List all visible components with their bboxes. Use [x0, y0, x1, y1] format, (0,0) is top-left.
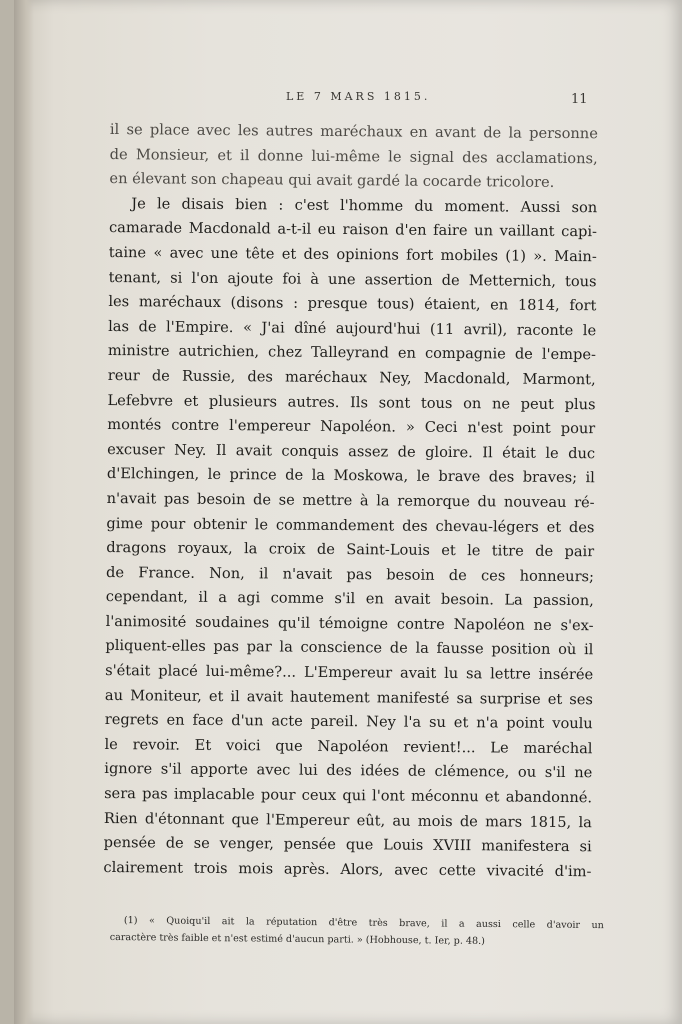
text-line: de France. Non, il n'avait pas besoin de ces honneurs;: [105, 563, 595, 585]
footnote: [110, 912, 604, 951]
text-line: l'animosité soudaines qu'il témoigne contre Napoléon ne s'ex-: [105, 612, 594, 635]
text-line: pensée de se venger, pensée que Louis XVIII manifestera si: [103, 834, 592, 856]
text-line: montés contre l'empereur Napoléon. » Ceci n'est point pour: [107, 416, 596, 438]
page-gutter-shadow: [14, 0, 34, 1024]
text-line: Rien d'étonnant que l'Empereur eût, au mois de mars 1815, la: [103, 809, 592, 831]
text-line: au Moniteur, et il avait hautement manifesté sa surprise et ses: [104, 686, 594, 708]
text-line: las de l'Empire. « J'ai dîné aujourd'hui (11 avril), raconte le: [108, 317, 597, 340]
text-line: camarade Macdonald a-t-il eu raison d'en faire un vaillant capi-: [108, 219, 598, 241]
text-line: clairement trois mois après. Alors, avec cette vivacité d'im-: [103, 858, 592, 881]
text-line: Lefebvre et plusieurs autres. Ils sont tous on ne peut plus: [107, 391, 596, 413]
text-line: ministre autrichien, chez Talleyrand en compagnie de l'empe-: [107, 342, 597, 364]
footnote-line: caractère très faible et n'est estimé d'aucun parti. » (Hobhouse, t. Ier, p. 48.): [109, 931, 486, 947]
text-line: les maréchaux (disons : presque tous) étaient, en 1814, fort: [108, 293, 597, 315]
running-head: LE 7 MARS 1815.: [286, 90, 431, 103]
text-line: gime pour obtenir le commandement des chevau-légers et des: [106, 514, 595, 536]
text-line: n'avait pas besoin de se mettre à la remorque du nouveau ré-: [106, 489, 595, 512]
book-page: [14, 0, 682, 1024]
text-line: ignore s'il apporte avec lui des idées de clémence, ou s'il ne: [104, 760, 593, 782]
text-line: cependant, il a agi comme s'il en avait besoin. La passion,: [105, 588, 594, 610]
footnote-line: (1) « Quoiqu'il ait la réputation d'être très brave, il a aussi celle d'avoir un: [123, 915, 604, 932]
text-line: d'Elchingen, le prince de la Moskowa, le brave des braves; il: [106, 465, 595, 487]
body-text: [103, 118, 598, 885]
text-line: le revoir. Et voici que Napoléon revient!... Le maréchal: [104, 735, 593, 758]
text-line: de Monsieur, et il donne lui-même le signal des acclamations,: [109, 145, 598, 167]
text-line: pliquent-elles pas par la conscience de la fausse position où il: [105, 637, 594, 659]
text-line: tenant, si l'on ajoute foi à une assertion de Metternich, tous: [108, 268, 597, 290]
text-line: en élevant son chapeau qui avait gardé la cocarde tricolore.: [109, 170, 555, 192]
text-line: excuser Ney. Il avait conquis assez de gloire. Il était le duc: [107, 440, 596, 462]
text-line: s'était placé lui-même?... L'Empereur avait lu sa lettre insérée: [105, 662, 594, 684]
text-line: dragons royaux, la croix de Saint-Louis et le titre de pair: [106, 539, 595, 561]
page-number: 11: [571, 92, 588, 107]
text-line: regrets en face d'un acte pareil. Ney l'a su et n'a point voulu: [104, 711, 593, 733]
text-line: reur de Russie, des maréchaux Ney, Macdonald, Marmont,: [107, 366, 596, 389]
text-line: sera pas implacable pour ceux qui l'ont méconnu et abandonné.: [104, 785, 593, 807]
text-line: il se place avec les autres maréchaux en avant de la personne: [109, 120, 598, 143]
text-line: taine « avec une tête et des opinions fort mobiles (1) ». Main-: [108, 243, 597, 266]
text-line: Je le disais bien : c'est l'homme du moment. Aussi son: [131, 194, 598, 217]
